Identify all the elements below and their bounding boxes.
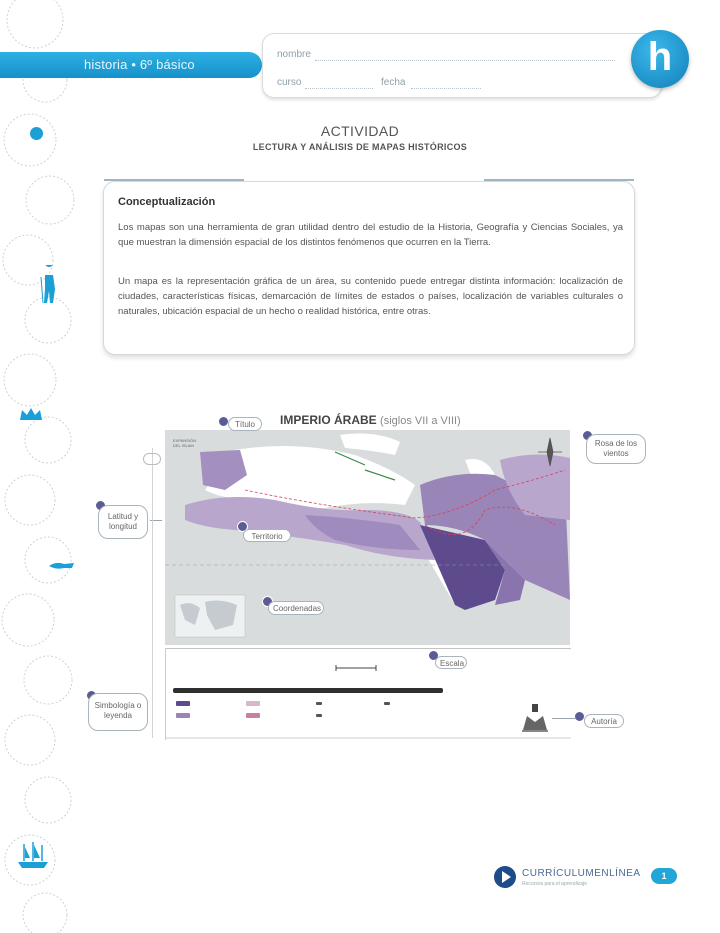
explorer-figure-icon (37, 265, 59, 305)
callout-latlong: Latitud y longitud (98, 505, 148, 539)
callout-scale: Escala (435, 656, 467, 669)
curriculum-play-logo-icon (494, 866, 516, 888)
name-field[interactable] (315, 60, 615, 61)
subject-banner (0, 52, 262, 78)
callout-coordinates: Coordenadas (268, 601, 324, 615)
course-label: curso (277, 77, 302, 88)
animal-icon (48, 560, 76, 572)
svg-text:DEL ISLAM: DEL ISLAM (173, 443, 194, 448)
course-field[interactable] (305, 88, 373, 89)
crown-icon (18, 406, 44, 422)
callout-legend: Simbología o leyenda (88, 693, 148, 731)
authorship-leader (552, 718, 576, 719)
callout-compass: Rosa de los vientos (586, 434, 646, 464)
map-title-sub: (siglos VII a VIII) (380, 415, 461, 427)
decorative-swirl-border (0, 0, 80, 933)
legend-symbol-2 (316, 714, 322, 717)
legend-symbol-1 (316, 702, 322, 705)
legend-swatch-rose (246, 713, 260, 718)
callout-title: Título (228, 417, 262, 431)
page-number: 1 (651, 868, 677, 884)
latitude-tick-marker (143, 453, 161, 465)
footer-brand: CURRÍCULUMENLÍNEA (522, 868, 641, 879)
subject-label: historia • 6º básico (84, 57, 195, 72)
concept-heading: Conceptualización (118, 196, 216, 208)
author-crest-icon (520, 702, 550, 734)
history-badge-logo: h (631, 30, 689, 88)
svg-text:EXPANSIÓN: EXPANSIÓN (173, 438, 197, 443)
box-tab-right (484, 179, 634, 181)
activity-subtitle: LECTURA Y ANÁLISIS DE MAPAS HISTÓRICOS (252, 142, 468, 152)
footer-tagline: Recursos para el aprendizaje (522, 881, 588, 887)
date-label: fecha (381, 77, 406, 88)
concept-paragraph-1: Los mapas son una herramienta de gran utilidad dentro del estudio de la Historia, Geografía y Ciencias Sociales, ya que muestran la dimensión espacial de los distintos fenómenos que ocurren en la Tierra. (118, 222, 623, 248)
historical-map (165, 430, 570, 645)
legend-symbol-3 (384, 702, 390, 705)
activity-title: ACTIVIDAD (320, 123, 400, 139)
date-field[interactable] (411, 88, 481, 89)
concept-paragraph-2: Un mapa es la representación gráfica de un área, su contenido puede entregar distinta información: localización de ciudades, características físicas, demarcación de límites de estados o países, localización de variables culturales o naturales, ubicación espacial de un hecho o realidad histórica, entre otras. (118, 276, 623, 317)
legend-header-bar (173, 688, 443, 693)
ship-icon (16, 840, 50, 870)
name-label: nombre (277, 49, 311, 60)
map-title (280, 413, 461, 427)
box-tab-left (104, 179, 244, 181)
callout-authorship: Autoría (584, 714, 624, 728)
latitude-axis-line (152, 448, 153, 738)
concept-box (103, 181, 635, 355)
legend-swatch-mid (176, 713, 190, 718)
map-graphic (165, 430, 570, 645)
legend-swatch-dark (176, 701, 190, 706)
legend-swatch-pale (246, 701, 260, 706)
callout-territory: Territorio (243, 529, 291, 542)
map-title-main: IMPERIO ÁRABE (280, 413, 377, 427)
student-info-box (262, 33, 662, 98)
map-legend-area (165, 648, 570, 740)
